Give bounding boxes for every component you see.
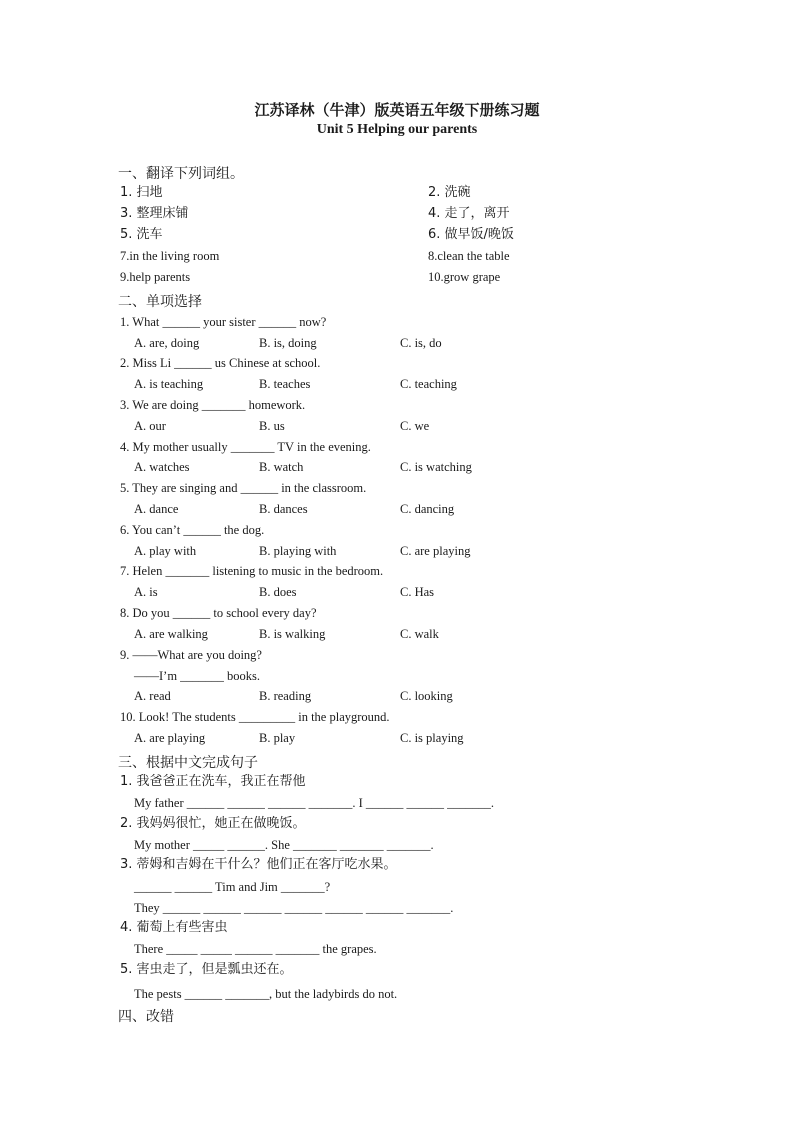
question-text-continued: ——I’m _______ books. xyxy=(134,669,261,683)
question-text: 7. Helen _______ listening to music in the bedroom. xyxy=(120,564,384,578)
phrase-item: 2. 洗碗 xyxy=(428,185,471,200)
option-c: C. is watching xyxy=(400,460,472,474)
phrase-item: 8.clean the table xyxy=(428,249,510,263)
option-c: C. looking xyxy=(400,689,453,703)
phrase-item: 7.in the living room xyxy=(120,249,220,263)
option-b: B. is walking xyxy=(259,627,326,641)
option-b: B. playing with xyxy=(259,544,337,558)
option-b: B. reading xyxy=(259,689,312,703)
phrase-item: 1. 扫地 xyxy=(120,185,163,200)
option-b: B. dances xyxy=(259,502,308,516)
phrase-item: 6. 做早饭/晚饭 xyxy=(428,227,514,242)
sentence-chinese: 5. 害虫走了，但是瓢虫还在。 xyxy=(120,962,293,977)
option-c: C. dancing xyxy=(400,502,455,516)
sentence-blank-line: My mother _____ ______. She _______ _______ _______. xyxy=(134,838,434,852)
option-c: C. teaching xyxy=(400,377,457,391)
option-a: A. dance xyxy=(134,502,179,516)
phrase-item: 3. 整理床铺 xyxy=(120,206,189,221)
sentence-blank-line: My father ______ ______ ______ _______. I ______ ______ _______. xyxy=(134,796,495,810)
question-text: 4. My mother usually _______ TV in the evening. xyxy=(120,440,371,454)
sentence-blank-line: There _____ _____ ______ _______ the grapes. xyxy=(134,942,377,956)
question-text: 9. ——What are you doing? xyxy=(120,648,262,662)
phrase-item: 5. 洗车 xyxy=(120,227,163,242)
option-c: C. Has xyxy=(400,585,435,599)
section-heading-translate: 一、翻译下列词组。 xyxy=(118,166,244,182)
option-a: A. is teaching xyxy=(134,377,204,391)
question-text: 5. They are singing and ______ in the classroom. xyxy=(120,481,367,495)
option-c: C. we xyxy=(400,419,430,433)
option-b: B. play xyxy=(259,731,296,745)
option-b: B. watch xyxy=(259,460,304,474)
option-a: A. watches xyxy=(134,460,190,474)
question-text: 8. Do you ______ to school every day? xyxy=(120,606,317,620)
option-a: A. play with xyxy=(134,544,197,558)
option-b: B. is, doing xyxy=(259,336,317,350)
option-a: A. are, doing xyxy=(134,336,200,350)
option-a: A. read xyxy=(134,689,171,703)
sentence-chinese: 2. 我妈妈很忙，她正在做晚饭。 xyxy=(120,816,306,831)
sentence-blank-line: They ______ ______ ______ ______ ______ ______ _______. xyxy=(134,901,454,915)
sentence-chinese: 1. 我爸爸正在洗车，我正在帮他 xyxy=(120,774,306,789)
sentence-chinese: 3. 蒂姆和吉姆在干什么？他们正在客厅吃水果。 xyxy=(120,857,397,872)
option-c: C. is playing xyxy=(400,731,464,745)
section-heading-complete-sentences: 三、根据中文完成句子 xyxy=(118,755,258,771)
page-subtitle: Unit 5 Helping our parents xyxy=(316,122,478,137)
option-c: C. are playing xyxy=(400,544,471,558)
section-heading-correct-errors: 四、改错 xyxy=(118,1009,174,1025)
option-a: A. our xyxy=(134,419,166,433)
question-text: 2. Miss Li ______ us Chinese at school. xyxy=(120,356,321,370)
phrase-item: 4. 走了，离开 xyxy=(428,206,510,221)
option-c: C. walk xyxy=(400,627,439,641)
question-text: 1. What ______ your sister ______ now? xyxy=(120,315,327,329)
sentence-blank-line: The pests ______ _______, but the ladybirds do not. xyxy=(134,987,398,1001)
phrase-item: 10.grow grape xyxy=(428,270,501,284)
page-title: 江苏译林（牛津）版英语五年级下册练习题 xyxy=(254,101,540,119)
option-b: B. teaches xyxy=(259,377,311,391)
option-c: C. is, do xyxy=(400,336,442,350)
option-a: A. are walking xyxy=(134,627,208,641)
question-text: 6. You can’t ______ the dog. xyxy=(120,523,265,537)
question-text: 3. We are doing _______ homework. xyxy=(120,398,306,412)
question-text: 10. Look! The students _________ in the playground. xyxy=(120,710,390,724)
sentence-blank-line: ______ ______ Tim and Jim _______? xyxy=(134,880,331,894)
option-b: B. us xyxy=(259,419,285,433)
section-heading-multiple-choice: 二、单项选择 xyxy=(118,294,202,310)
sentence-chinese: 4. 葡萄上有些害虫 xyxy=(120,920,228,935)
phrase-item: 9.help parents xyxy=(120,270,191,284)
option-a: A. are playing xyxy=(134,731,206,745)
option-b: B. does xyxy=(259,585,297,599)
option-a: A. is xyxy=(134,585,158,599)
